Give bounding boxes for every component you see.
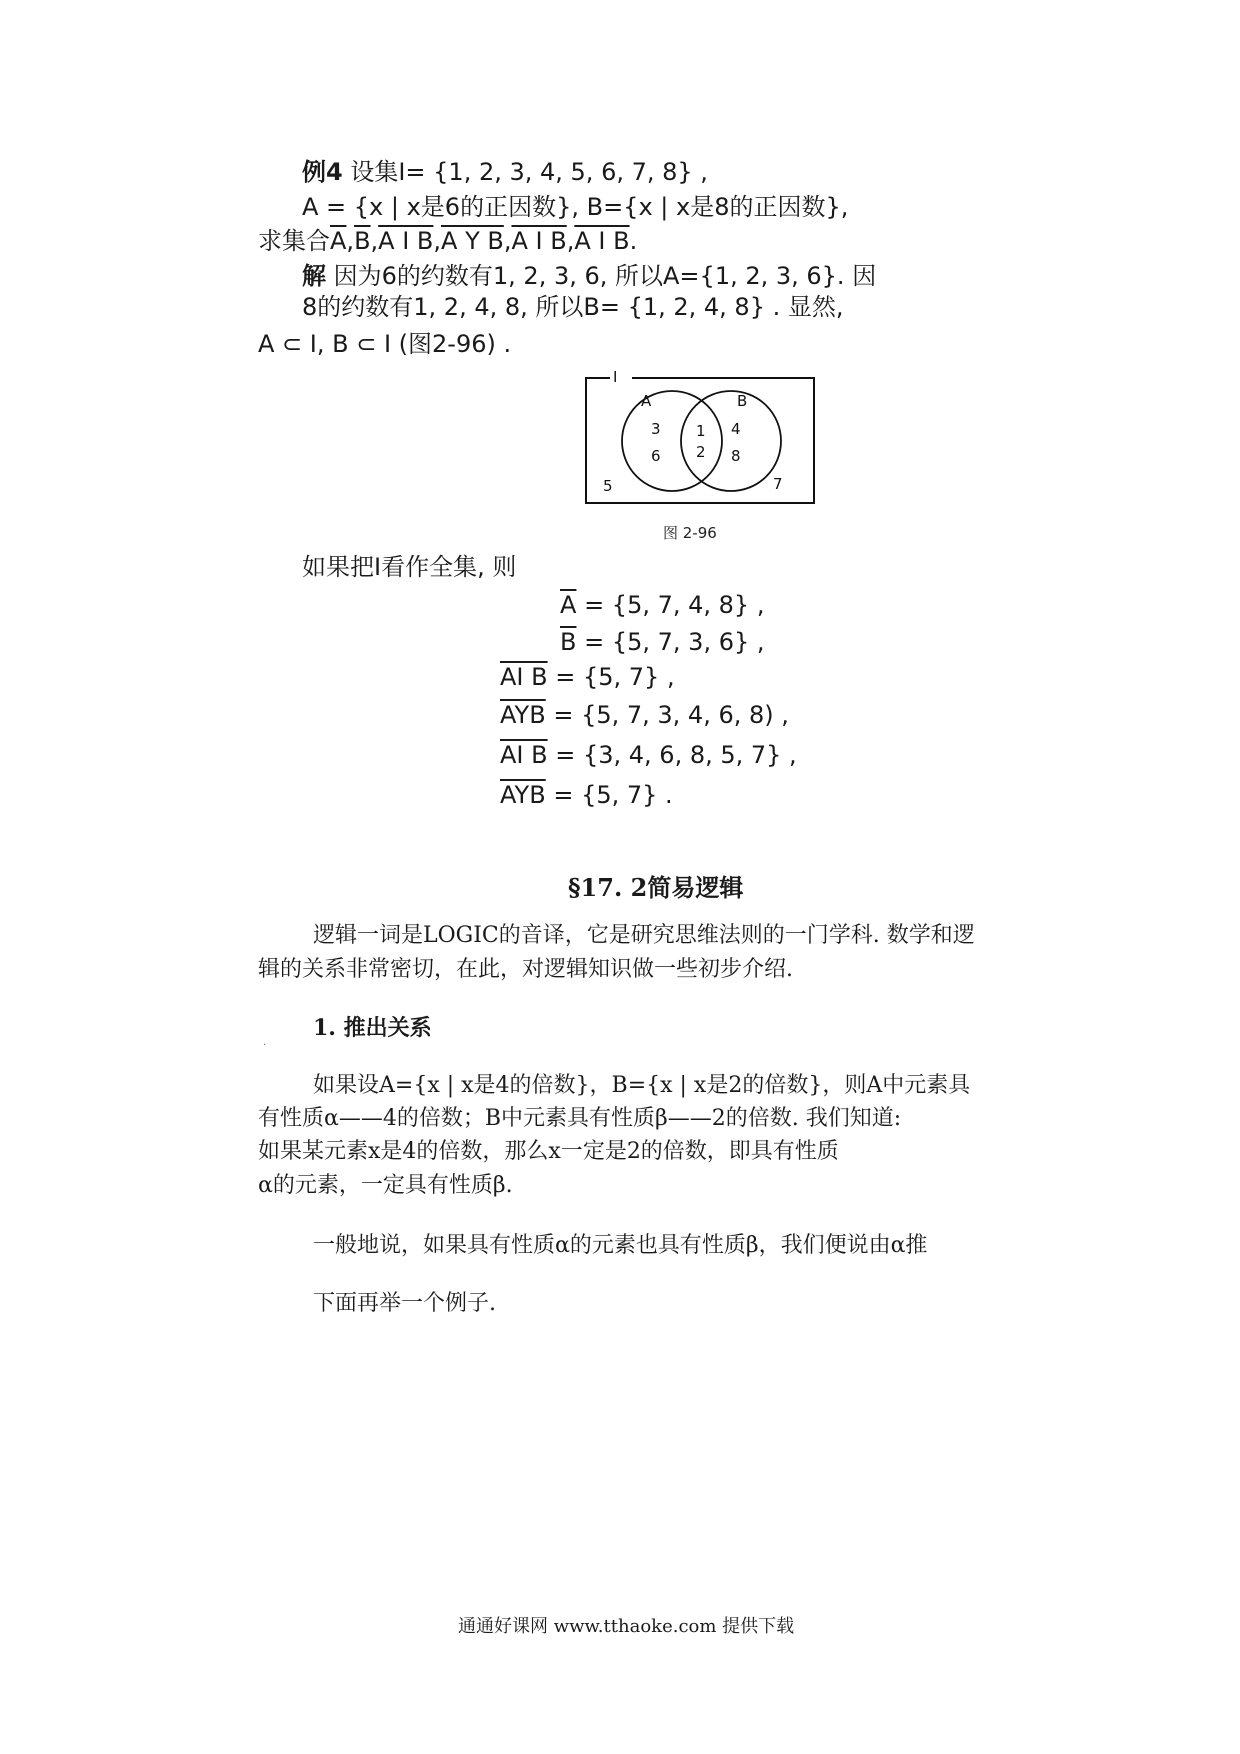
result-lhs: $\overline{B}$ (560, 628, 577, 656)
solution-line-2: 8的约数有1, 2, 4, 8, 所以B= {1, 2, 4, 8} . 显然, (302, 293, 844, 321)
example-set-2: $\overline{B}$ (354, 227, 371, 255)
result-lhs: $\overline{AYB}$ (500, 701, 546, 729)
a-only-value-1: 3 (651, 420, 661, 438)
solution-line-1 (302, 261, 876, 291)
result-rhs: = {5, 7} , (555, 663, 675, 691)
set-b-circle (681, 391, 781, 491)
outside-value-1: 5 (603, 477, 613, 495)
set-a-circle (622, 391, 722, 491)
result-lhs: AI B (500, 663, 548, 691)
result-row (500, 662, 675, 692)
result-row (560, 590, 764, 620)
example-title: 例4 (302, 158, 343, 186)
result-rhs: = {3, 4, 6, 8, 5, 7} , (555, 741, 797, 769)
figure-caption: 图 2-96 (663, 524, 717, 542)
example-set-4: A Y B (441, 227, 504, 255)
solution-line-3: A ⊂ I, B ⊂ I (图2-96) . (258, 330, 512, 358)
intersection-value-1: 1 (696, 422, 706, 440)
result-lhs: AI B (500, 741, 548, 769)
outside-value-2: 7 (773, 475, 783, 493)
paragraph-4: 下面再举一个例子. (313, 1291, 496, 1316)
intersection-value-2: 2 (696, 443, 706, 461)
example-line-3: 求集合$\overline{A},\overline{B},A$ I B,A Y B,A I B,A I B. (258, 227, 638, 255)
result-rhs: = {5, 7, 4, 8} , (584, 591, 765, 619)
paragraph-2-line-2: 有性质α——4的倍数；B中元素具有性质β——2的倍数. 我们知道: (258, 1106, 902, 1131)
subheading: 1. 推出关系 (313, 1015, 432, 1041)
a-only-value-2: 6 (651, 447, 661, 465)
paragraph-2-line-3: 如果某元素x是4的倍数，那么x一定是2的倍数，即具有性质 (258, 1139, 839, 1164)
set-b-label: B (737, 392, 748, 410)
paragraph-1-line-1: 逻辑一词是LOGIC的音译，它是研究思维法则的一门学科. 数学和逻 (313, 923, 975, 948)
complement-intro: 如果把I看作全集, 则 (302, 553, 517, 581)
result-rhs: = {5, 7, 3, 4, 6, 8) , (553, 701, 789, 729)
example-set-i: 设集I= {1, 2, 3, 4, 5, 6, 7, 8} , (350, 158, 708, 186)
example-question-end: . (629, 227, 638, 255)
result-row (500, 780, 673, 810)
example-set-5: A I B (511, 227, 567, 255)
b-only-value-2: 8 (731, 447, 741, 465)
set-a-label: A (641, 392, 652, 410)
example-question-prefix: 求集合 (258, 227, 330, 255)
example-line-2: A = {x | x是6的正因数}, B={x | x是8的正因数}, (302, 193, 849, 221)
result-rhs: = {5, 7} . (553, 781, 673, 809)
paragraph-3: 一般地说，如果具有性质α的元素也具有性质β，我们便说由α推 (313, 1233, 928, 1258)
venn-diagram (585, 370, 815, 505)
solution-text-1: 因为6的约数有1, 2, 3, 6, 所以A={1, 2, 3, 6}. 因 (333, 262, 877, 290)
example-set-1: $\overline{A}$ (330, 227, 347, 255)
result-rhs: = {5, 7, 3, 6} , (584, 628, 765, 656)
result-row (500, 740, 797, 770)
scan-mark: . (263, 1037, 267, 1048)
universe-label: I (613, 368, 618, 386)
paragraph-2-line-4: α的元素，一定具有性质β. (258, 1173, 513, 1198)
example-line-1 (302, 157, 708, 187)
result-lhs: $\overline{AYB}$ (500, 781, 546, 809)
example-set-3: A I B (378, 227, 434, 255)
result-row (560, 627, 765, 657)
result-row (500, 700, 789, 730)
paragraph-2-line-1: 如果设A={x | x是4的倍数}，B={x | x是2的倍数}，则A中元素具 (313, 1073, 971, 1098)
example-set-6: A I B (574, 227, 630, 255)
paragraph-1-line-2: 辑的关系非常密切，在此，对逻辑知识做一些初步介绍. (258, 957, 793, 982)
result-lhs: $\overline{A}$ (560, 591, 577, 619)
footer-text: 通通好课网 www.tthaoke.com 提供下载 (458, 1616, 795, 1637)
solution-label: 解 (302, 262, 326, 290)
section-heading: §17. 2简易逻辑 (568, 873, 744, 902)
b-only-value-1: 4 (731, 420, 741, 438)
